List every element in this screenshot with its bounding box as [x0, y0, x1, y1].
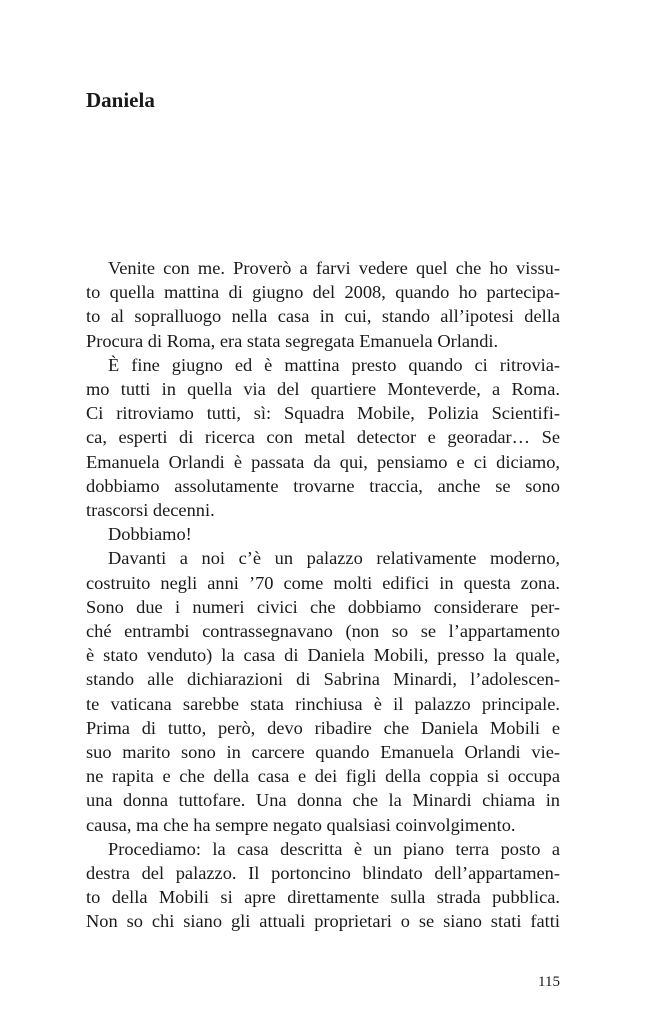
text-line: È fine giugno ed è mattina presto quando ci ritrovia- [108, 354, 560, 375]
text-line: ne rapita e che della casa e dei figli della coppia si occupa [86, 766, 560, 787]
text-line: Ci ritroviamo tutti, sì: Squadra Mobile, Polizia Scientifi- [86, 403, 560, 424]
text-line: ca, esperti di ricerca con metal detector e georadar… Se [86, 427, 560, 448]
text-line: una donna tuttofare. Una donna che la Minardi chiama in [86, 790, 560, 811]
text-line: costruito negli anni ’70 come molti edifici in questa zona. [86, 572, 560, 593]
text-line: dobbiamo assolutamente trovarne traccia, anche se sono [86, 475, 560, 496]
text-line: mo tutti in quella via del quartiere Monteverde, a Roma. [86, 379, 560, 400]
page-number: 115 [538, 974, 560, 990]
text-line: to della Mobili si apre direttamente sulla strada pubblica. [86, 887, 560, 908]
text-line: è stato venduto) la casa di Daniela Mobili, presso la quale, [86, 645, 560, 666]
chapter-title: Daniela [86, 88, 155, 112]
text-line: to al sopralluogo nella casa in cui, stando all’ipotesi della [86, 306, 560, 327]
text-line: causa, ma che ha sempre negato qualsiasi coinvolgimento. [86, 814, 516, 835]
text-line: Sono due i numeri civici che dobbiamo considerare per- [86, 596, 560, 617]
text-line: Dobbiamo! [108, 524, 192, 545]
text-line: to quella mattina di giugno del 2008, quando ho partecipa- [86, 282, 560, 303]
text-line: Procediamo: la casa descritta è un piano terra posto a [108, 838, 560, 859]
text-line: Non so chi siano gli attuali proprietari o se siano stati fatti [86, 911, 560, 932]
text-line: trascorsi decenni. [86, 500, 215, 521]
text-line: Emanuela Orlandi è passata da qui, pensiamo e ci diciamo, [86, 451, 560, 472]
text-line: destra del palazzo. Il portoncino blindato dell’appartamen- [86, 863, 560, 884]
text-line: stando alle dichiarazioni di Sabrina Minardi, l’adolescen- [86, 669, 560, 690]
text-line: ché entrambi contrassegnavano (non so se l’appartamento [86, 621, 560, 642]
text-line: Davanti a noi c’è un palazzo relativamente moderno, [108, 548, 560, 569]
body-text [86, 256, 560, 934]
text-line: te vaticana sarebbe stata rinchiusa è il palazzo principale. [86, 693, 560, 714]
text-line: suo marito sono in carcere quando Emanuela Orlandi vie- [86, 742, 560, 763]
text-line: Prima di tutto, però, devo ribadire che Daniela Mobili e [86, 717, 560, 738]
text-line: Venite con me. Proverò a farvi vedere quel che ho vissu- [108, 258, 560, 278]
text-line: Procura di Roma, era stata segregata Emanuela Orlandi. [86, 330, 499, 351]
